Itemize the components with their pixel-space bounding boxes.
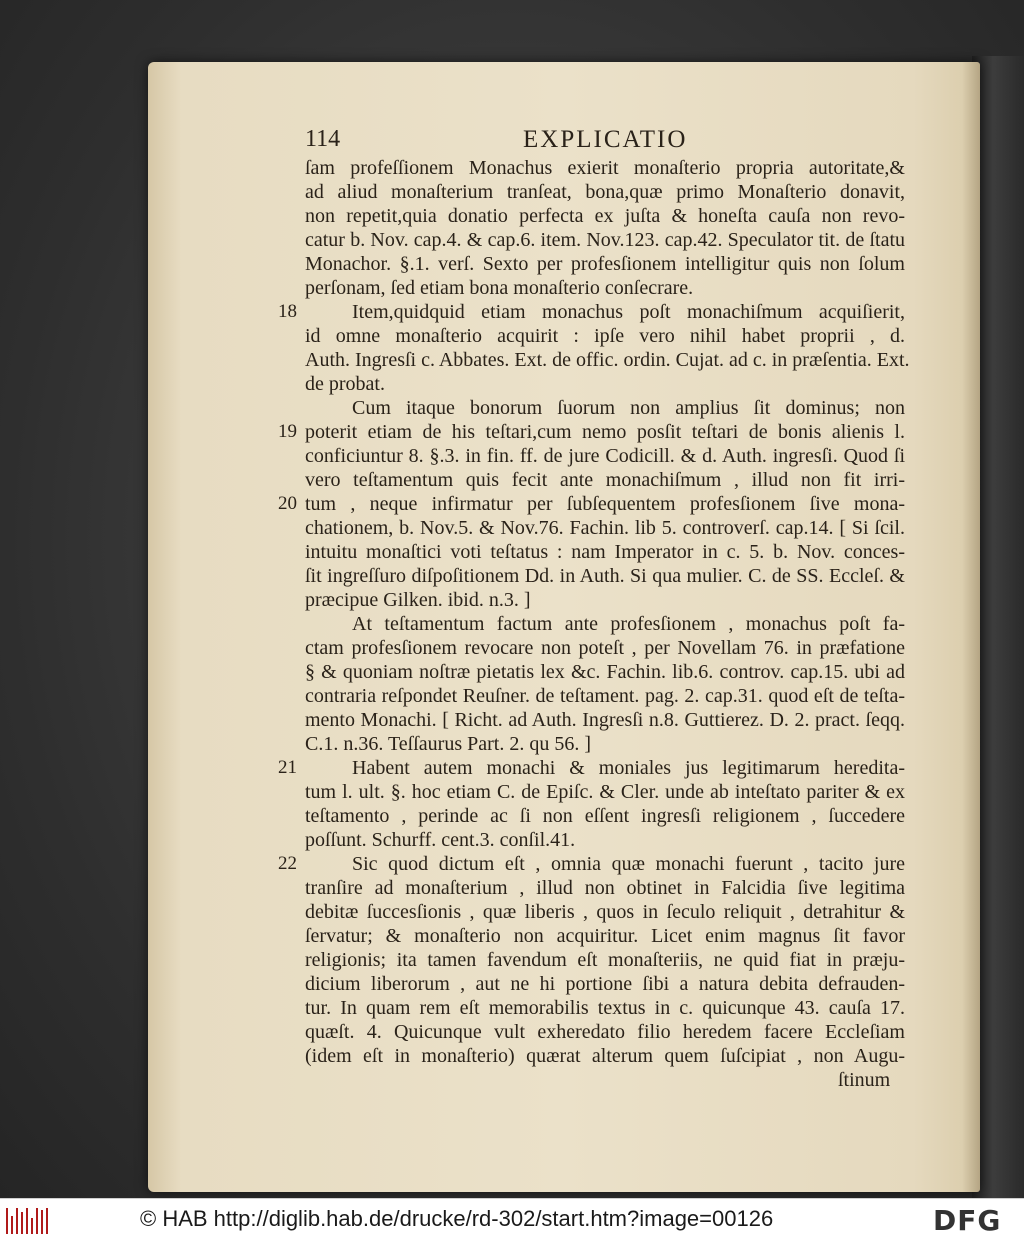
marginal-number: 20: [278, 493, 297, 514]
text-line: non repetit,quia donatio perfecta ex juſta & honeſta cauſa non revo-: [305, 205, 905, 227]
text-line: Habent autem monachi & moniales jus legitimarum heredita-: [352, 757, 905, 779]
marginal-number: 22: [278, 853, 297, 874]
logo-bar: [36, 1208, 38, 1234]
text-line: de probat.: [305, 373, 385, 395]
text-line: ſit ingreſſuro diſpoſitionem Dd. in Auth. Si qua mulier. C. de SS. Eccleſ. &: [305, 565, 905, 587]
marginal-number: 19: [278, 421, 297, 442]
logo-bar: [16, 1208, 18, 1234]
text-line: ſervatur; & monaſterio non acquiritur. Licet enim magnus ſit favor: [305, 925, 905, 947]
text-line: Sic quod dictum eſt , omnia quæ monachi fuerunt , tacito jure: [352, 853, 905, 875]
text-line: (idem eſt in monaſterio) quærat alterum quem ſuſcipiat , non Augu-: [305, 1045, 905, 1067]
text-line: poterit etiam de his teſtari,cum nemo posſit teſtari de bonis alienis l.: [305, 421, 905, 443]
text-line: religionis; ita tamen favendum eſt monaſteriis, ne quid fiat in præju-: [305, 949, 905, 971]
logo-bar: [26, 1208, 28, 1234]
text-line: id omne monaſterio acquirit : ipſe vero nihil habet proprii , d.: [305, 325, 905, 347]
text-line: intuitu monaſtici voti teſtatus : nam Imperator in c. 5. b. Nov. conces-: [305, 541, 905, 563]
text-line: ſam profeſſionem Monachus exierit monaſterio propria autoritate,&: [305, 157, 905, 179]
text-line: præcipue Gilken. ibid. n.3. ]: [305, 589, 531, 611]
text-line: chationem, b. Nov.5. & Nov.76. Fachin. lib 5. controverſ. cap.14. [ Si ſcil.: [305, 517, 905, 539]
page-number: 114: [305, 126, 341, 152]
text-line: C.1. n.36. Teſſaurus Part. 2. qu 56. ]: [305, 733, 591, 755]
text-line: teſtamento , perinde ac ſi non eſſent ingresſi religionem , ſuccedere: [305, 805, 905, 827]
logo-bar: [11, 1216, 13, 1234]
text-line: ad aliud monaſterium tranſeat, bona,quæ primo Monaſterio donavit,: [305, 181, 905, 203]
logo-bar: [46, 1208, 48, 1234]
text-line: Cum itaque bonorum ſuorum non amplius ſit dominus; non: [352, 397, 905, 419]
footer-bar: [0, 1198, 1024, 1238]
running-title: EXPLICATIO: [523, 126, 688, 153]
text-line: vero teſtamentum quis fecit ante monachiſmum , illud non fit irri-: [305, 469, 905, 491]
logo-bar: [6, 1208, 8, 1234]
marginal-number: 18: [278, 301, 297, 322]
text-line: tum , neque infirmatur per ſubſequentem profesſionem ſive mona-: [305, 493, 905, 515]
dfg-logo[interactable]: DFG: [933, 1204, 1002, 1237]
text-line: Item,quidquid etiam monachus poſt monachiſmum acquiſierit,: [352, 301, 905, 323]
hab-barcode-logo-icon[interactable]: [6, 1206, 48, 1234]
marginal-number: 21: [278, 757, 297, 778]
text-line: catur b. Nov. cap.4. & cap.6. item. Nov.123. cap.42. Speculator tit. de ſtatu: [305, 229, 905, 251]
text-line: poſſunt. Schurff. cent.3. conſil.41.: [305, 829, 576, 851]
text-line: tur. In quam rem eſt memorabilis textus in c. quicunque 43. cauſa 17.: [305, 997, 905, 1019]
text-line: tum l. ult. §. hoc etiam C. de Epiſc. & Cler. unde ab inteſtato pariter & ex: [305, 781, 905, 803]
text-line: tranſire ad monaſterium , illud non obtinet in Falcidia ſive legitima: [305, 877, 905, 899]
text-line: mento Monachi. [ Richt. ad Auth. Ingresſi n.8. Guttierez. D. 2. pract. ſeqq.: [305, 709, 905, 731]
logo-bar: [31, 1218, 33, 1234]
text-line: ſtinum: [838, 1069, 891, 1091]
text-line: Auth. Ingresſi c. Abbates. Ext. de offic. ordin. Cujat. ad c. in præſentia. Ext.: [305, 349, 910, 371]
text-line: ctam profesſionem revocare non poteſt , per Novellam 76. in præfatione: [305, 637, 905, 659]
logo-bar: [41, 1210, 43, 1234]
text-line: debitæ ſuccesſionis , quæ liberis , quos in ſeculo reliquit , detrahitur &: [305, 901, 905, 923]
text-line: conficiuntur 8. §.3. in fin. ff. de jure Codicill. & d. Auth. ingresſi. Quod ſi: [305, 445, 905, 467]
text-line: At teſtamentum factum ante profesſionem , monachus poſt fa-: [352, 613, 905, 635]
text-line: dicium liberorum , aut ne hi portione ſibi a natura debita defrauden-: [305, 973, 905, 995]
text-line: perſonam, ſed etiam bona monaſterio conſecrare.: [305, 277, 694, 299]
copyright-link[interactable]: © HAB http://diglib.hab.de/drucke/rd-302/start.htm?image=00126: [140, 1206, 774, 1231]
logo-bar: [21, 1212, 23, 1234]
text-line: quæſt. 4. Quicunque vult exheredato filio heredem facere Eccleſiam: [305, 1021, 905, 1043]
text-line: § & quoniam noſtræ pietatis lex &c. Fachin. lib.6. controv. cap.15. ubi ad: [305, 661, 905, 683]
text-line: Monachor. §.1. verſ. Sexto per profesſionem intelligitur quis non ſolum: [305, 253, 905, 275]
text-line: contraria reſpondet Reuſner. de teſtament. pag. 2. cap.31. quod eſt de teſta-: [305, 685, 905, 707]
